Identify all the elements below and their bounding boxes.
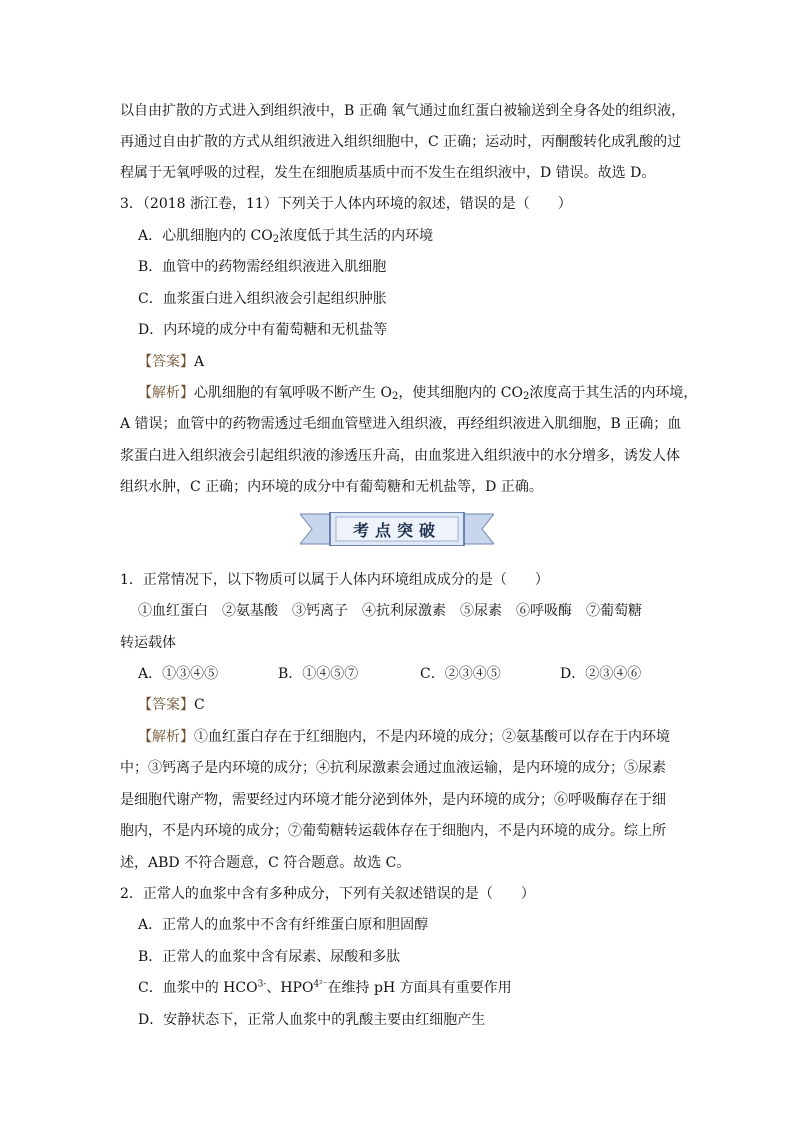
option-d: D．安静状态下，正常人血浆中的乳酸主要由红细胞产生	[138, 1012, 486, 1028]
item-list: ①血红蛋白 ②氨基酸 ③钙离子 ④抗利尿激素 ⑤尿素 ⑥呼吸酶 ⑦葡萄糖	[138, 603, 642, 619]
analysis-line: 述，ABD 不符合题意，C 符合题意。故选 C。	[120, 855, 411, 871]
option-c: C．②③④⑤	[420, 666, 501, 682]
question-stem: 3．（2018 浙江卷，11）下列关于人体内环境的叙述，错误的是（ ）	[120, 196, 572, 212]
analysis-line: 是细胞代谢产物，需要经过内环境才能分泌到体外，是内环境的成分；⑥呼吸酶存在于细	[120, 792, 666, 808]
question-stem: 1．正常情况下，以下物质可以属于人体内环境组成成分的是（ ）	[120, 572, 549, 588]
analysis-line: 中；③钙离子是内环境的成分；④抗利尿激素会通过血液运输，是内环境的成分；⑤尿素	[120, 760, 666, 776]
option-a: A．心肌细胞内的 $CO_2$浓度低于其生活的内环境	[138, 228, 434, 245]
option-d: D．内环境的成分中有葡萄糖和无机盐等	[138, 322, 388, 338]
question-stem: 2．正常人的血浆中含有多种成分，下列有关叙述错误的是（ ）	[120, 886, 535, 902]
analysis-tag: 【解析】	[138, 729, 194, 745]
section-banner	[300, 512, 494, 546]
analysis-line: 组织水肿，C 正确；内环境的成分中有葡萄糖和无机盐等，D 正确。	[120, 479, 543, 495]
item-list: 转运载体	[120, 635, 176, 651]
analysis-line: 【解析】①血红蛋白存在于红细胞内，不是内环境的成分；②氨基酸可以存在于内环境	[138, 729, 670, 745]
paragraph-line: 以自由扩散的方式进入到组织液中，B 正确 氧气通过血红蛋白被输送到全身各处的组织液，	[120, 103, 686, 119]
answer-tag: 【答案】	[138, 354, 194, 370]
analysis-line: A 错误；血管中的药物需透过毛细血管壁进入组织液，再经组织液进入肌细胞，B 正确；血	[120, 416, 682, 432]
analysis-line: 浆蛋白进入组织液会引起组织液的渗透压升高，由血浆进入组织液中的水分增多，诱发人体	[120, 448, 680, 464]
analysis-line: 胞内，不是内环境的成分；⑦葡萄糖转运载体存在于细胞内，不是内环境的成分。综上所	[120, 823, 666, 839]
option-c: C．血浆蛋白进入组织液会引起组织肿胀	[138, 291, 387, 307]
paragraph-line: 程属于无氧呼吸的过程，发生在细胞质基质中而不发生在组织液中，D 错误。故选 D。	[120, 165, 656, 181]
answer-tag: 【答案】	[138, 697, 194, 713]
option-b: B．①④⑤⑦	[278, 666, 359, 682]
analysis-tag: 【解析】	[138, 385, 194, 401]
option-d: D．②③④⑥	[560, 666, 642, 682]
answer-line: 【答案】C	[138, 697, 205, 713]
banner-title: 考点突破	[352, 520, 441, 540]
option-a: A．①③④⑤	[138, 666, 219, 682]
paragraph-line: 再通过自由扩散的方式从组织液进入组织细胞中，C 正确；运动时，丙酮酸转化成乳酸的过	[120, 134, 682, 150]
option-b: B．正常人的血浆中含有尿素、尿酸和多肽	[138, 949, 401, 965]
option-c: C．血浆中的 $HCO^{3-}$、$HPO^{4^{2-}}$在维持 pH 方面具有重要作用	[138, 979, 512, 996]
answer-line: 【答案】A	[138, 354, 205, 370]
option-a: A．正常人的血浆中不含有纤维蛋白原和胆固醇	[138, 917, 429, 933]
analysis-line: 【解析】心肌细胞的有氧呼吸不断产生 $O_2$，使其细胞内的 $CO_2$浓度高于其生活的内环境，	[138, 385, 698, 402]
option-b: B．血管中的药物需经组织液进入肌细胞	[138, 259, 387, 275]
option-row	[138, 664, 698, 684]
